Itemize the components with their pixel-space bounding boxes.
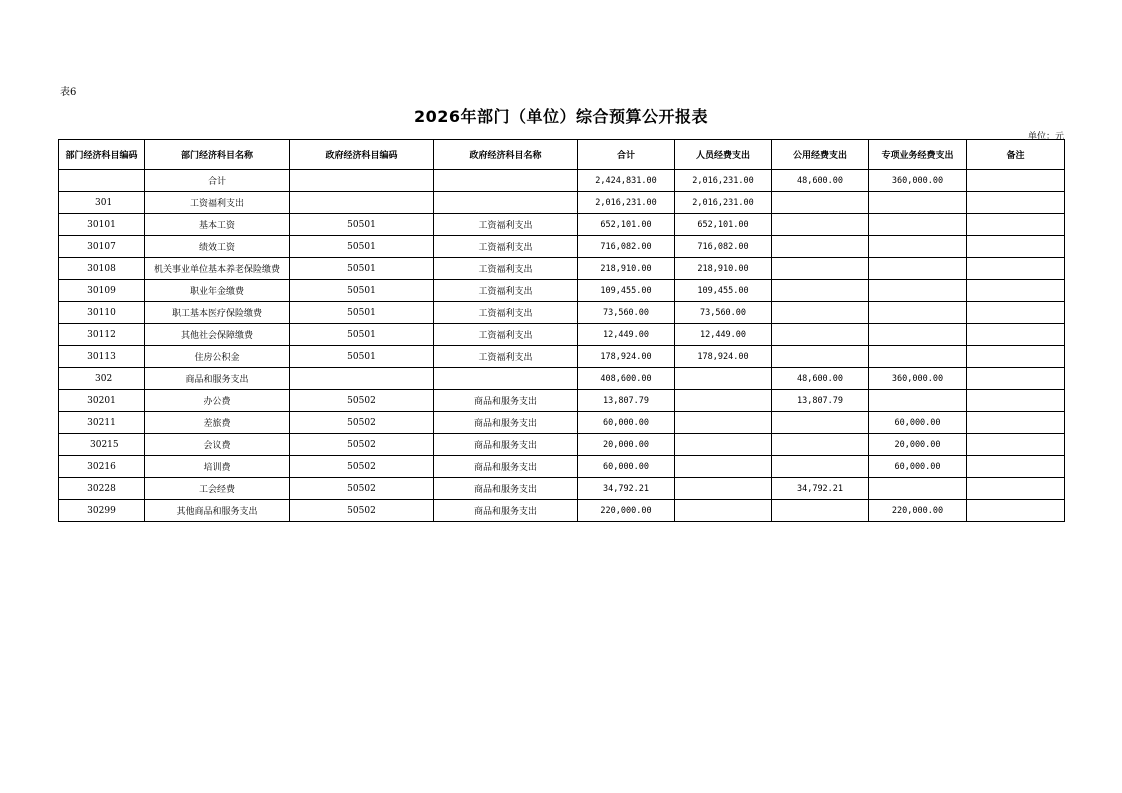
gov-name-cell: 工资福利支出 xyxy=(434,280,578,302)
note-cell xyxy=(967,368,1065,390)
table-row xyxy=(59,236,1065,258)
gov-name-cell xyxy=(434,170,578,192)
total-cell: 178,924.00 xyxy=(578,346,675,368)
dept-code-cell: 30215 xyxy=(59,434,145,456)
gov-name-cell: 商品和服务支出 xyxy=(434,434,578,456)
special-cell: 60,000.00 xyxy=(869,456,967,478)
table-row xyxy=(59,500,1065,522)
gov-name-cell: 工资福利支出 xyxy=(434,324,578,346)
gov-code-cell: 50502 xyxy=(290,500,434,522)
special-cell: 360,000.00 xyxy=(869,368,967,390)
personnel-cell xyxy=(675,390,772,412)
total-cell: 220,000.00 xyxy=(578,500,675,522)
dept-code-cell: 30216 xyxy=(59,456,145,478)
header-row xyxy=(59,140,1065,170)
public-cell xyxy=(772,214,869,236)
gov-name-cell: 商品和服务支出 xyxy=(434,390,578,412)
dept-name-cell: 合计 xyxy=(145,170,290,192)
special-cell xyxy=(869,280,967,302)
dept-name-cell: 基本工资 xyxy=(145,214,290,236)
dept-code-cell: 30113 xyxy=(59,346,145,368)
note-cell xyxy=(967,456,1065,478)
personnel-cell xyxy=(675,412,772,434)
budget-table xyxy=(58,139,1065,522)
dept-code-cell: 30107 xyxy=(59,236,145,258)
special-cell: 220,000.00 xyxy=(869,500,967,522)
gov-name-cell: 商品和服务支出 xyxy=(434,412,578,434)
gov-name-cell: 工资福利支出 xyxy=(434,236,578,258)
special-cell xyxy=(869,214,967,236)
gov-name-cell: 工资福利支出 xyxy=(434,214,578,236)
dept-name-cell: 办公费 xyxy=(145,390,290,412)
col-header-special: 专项业务经费支出 xyxy=(869,140,967,170)
note-cell xyxy=(967,280,1065,302)
dept-name-cell: 商品和服务支出 xyxy=(145,368,290,390)
public-cell xyxy=(772,324,869,346)
report-title: 2026年部门（单位）综合预算公开报表 xyxy=(413,107,709,126)
total-cell: 2,424,831.00 xyxy=(578,170,675,192)
dept-name-cell: 其他社会保障缴费 xyxy=(145,324,290,346)
dept-name-cell: 住房公积金 xyxy=(145,346,290,368)
gov-code-cell xyxy=(290,192,434,214)
special-cell: 60,000.00 xyxy=(869,412,967,434)
personnel-cell: 109,455.00 xyxy=(675,280,772,302)
note-cell xyxy=(967,390,1065,412)
gov-name-cell: 工资福利支出 xyxy=(434,346,578,368)
personnel-cell: 12,449.00 xyxy=(675,324,772,346)
note-cell xyxy=(967,302,1065,324)
col-header-personnel: 人员经费支出 xyxy=(675,140,772,170)
dept-code-cell: 30110 xyxy=(59,302,145,324)
public-cell: 48,600.00 xyxy=(772,368,869,390)
special-cell xyxy=(869,390,967,412)
personnel-cell: 178,924.00 xyxy=(675,346,772,368)
total-cell: 13,807.79 xyxy=(578,390,675,412)
table-row xyxy=(59,368,1065,390)
total-cell: 60,000.00 xyxy=(578,412,675,434)
special-cell: 20,000.00 xyxy=(869,434,967,456)
total-cell: 12,449.00 xyxy=(578,324,675,346)
public-cell xyxy=(772,192,869,214)
dept-code-cell: 30211 xyxy=(59,412,145,434)
gov-code-cell: 50501 xyxy=(290,302,434,324)
gov-name-cell: 商品和服务支出 xyxy=(434,500,578,522)
dept-name-cell: 会议费 xyxy=(145,434,290,456)
dept-code-cell: 302 xyxy=(59,368,145,390)
public-cell: 34,792.21 xyxy=(772,478,869,500)
special-cell xyxy=(869,258,967,280)
col-header-gov-code: 政府经济科目编码 xyxy=(290,140,434,170)
gov-code-cell: 50502 xyxy=(290,390,434,412)
gov-code-cell xyxy=(290,170,434,192)
gov-name-cell: 商品和服务支出 xyxy=(434,456,578,478)
note-cell xyxy=(967,236,1065,258)
gov-code-cell: 50502 xyxy=(290,434,434,456)
note-cell xyxy=(967,500,1065,522)
public-cell xyxy=(772,302,869,324)
note-cell xyxy=(967,258,1065,280)
public-cell xyxy=(772,346,869,368)
table-row xyxy=(59,390,1065,412)
total-cell: 218,910.00 xyxy=(578,258,675,280)
col-header-dept-code: 部门经济科目编码 xyxy=(59,140,145,170)
total-cell: 34,792.21 xyxy=(578,478,675,500)
table-row xyxy=(59,280,1065,302)
dept-code-cell: 30228 xyxy=(59,478,145,500)
gov-code-cell xyxy=(290,368,434,390)
total-cell: 652,101.00 xyxy=(578,214,675,236)
note-cell xyxy=(967,478,1065,500)
total-cell: 716,082.00 xyxy=(578,236,675,258)
personnel-cell: 2,016,231.00 xyxy=(675,192,772,214)
gov-code-cell: 50501 xyxy=(290,324,434,346)
dept-code-cell: 30109 xyxy=(59,280,145,302)
gov-code-cell: 50502 xyxy=(290,412,434,434)
col-header-note: 备注 xyxy=(967,140,1065,170)
dept-name-cell: 职工基本医疗保险缴费 xyxy=(145,302,290,324)
note-cell xyxy=(967,324,1065,346)
public-cell xyxy=(772,258,869,280)
dept-code-cell: 30299 xyxy=(59,500,145,522)
gov-name-cell: 工资福利支出 xyxy=(434,258,578,280)
table-row xyxy=(59,170,1065,192)
public-cell xyxy=(772,236,869,258)
dept-code-cell: 30108 xyxy=(59,258,145,280)
note-cell xyxy=(967,434,1065,456)
table-row xyxy=(59,214,1065,236)
personnel-cell: 218,910.00 xyxy=(675,258,772,280)
dept-name-cell: 机关事业单位基本养老保险缴费 xyxy=(145,258,290,280)
gov-code-cell: 50502 xyxy=(290,456,434,478)
gov-name-cell: 工资福利支出 xyxy=(434,302,578,324)
dept-name-cell: 培训费 xyxy=(145,456,290,478)
gov-code-cell: 50501 xyxy=(290,258,434,280)
gov-code-cell: 50501 xyxy=(290,280,434,302)
table-body xyxy=(59,170,1065,522)
note-cell xyxy=(967,214,1065,236)
note-cell xyxy=(967,412,1065,434)
dept-name-cell: 差旅费 xyxy=(145,412,290,434)
sheet-number: 表6 xyxy=(60,87,77,98)
table-row xyxy=(59,456,1065,478)
personnel-cell: 2,016,231.00 xyxy=(675,170,772,192)
special-cell xyxy=(869,478,967,500)
public-cell xyxy=(772,280,869,302)
personnel-cell xyxy=(675,434,772,456)
public-cell xyxy=(772,500,869,522)
special-cell xyxy=(869,346,967,368)
dept-name-cell: 工会经费 xyxy=(145,478,290,500)
table-row xyxy=(59,192,1065,214)
note-cell xyxy=(967,192,1065,214)
personnel-cell xyxy=(675,368,772,390)
col-header-gov-name: 政府经济科目名称 xyxy=(434,140,578,170)
total-cell: 20,000.00 xyxy=(578,434,675,456)
note-cell xyxy=(967,170,1065,192)
personnel-cell xyxy=(675,500,772,522)
special-cell xyxy=(869,324,967,346)
note-cell xyxy=(967,346,1065,368)
dept-code-cell xyxy=(59,170,145,192)
gov-code-cell: 50501 xyxy=(290,346,434,368)
public-cell: 48,600.00 xyxy=(772,170,869,192)
dept-name-cell: 其他商品和服务支出 xyxy=(145,500,290,522)
gov-code-cell: 50502 xyxy=(290,478,434,500)
col-header-dept-name: 部门经济科目名称 xyxy=(145,140,290,170)
special-cell xyxy=(869,192,967,214)
dept-name-cell: 工资福利支出 xyxy=(145,192,290,214)
table-row xyxy=(59,302,1065,324)
total-cell: 408,600.00 xyxy=(578,368,675,390)
gov-name-cell xyxy=(434,368,578,390)
table-row xyxy=(59,324,1065,346)
col-header-total: 合计 xyxy=(578,140,675,170)
table-row xyxy=(59,346,1065,368)
table-row xyxy=(59,412,1065,434)
gov-name-cell: 商品和服务支出 xyxy=(434,478,578,500)
total-cell: 73,560.00 xyxy=(578,302,675,324)
gov-code-cell: 50501 xyxy=(290,236,434,258)
public-cell: 13,807.79 xyxy=(772,390,869,412)
personnel-cell xyxy=(675,456,772,478)
total-cell: 109,455.00 xyxy=(578,280,675,302)
col-header-public: 公用经费支出 xyxy=(772,140,869,170)
table-row xyxy=(59,434,1065,456)
dept-code-cell: 30101 xyxy=(59,214,145,236)
personnel-cell xyxy=(675,478,772,500)
total-cell: 60,000.00 xyxy=(578,456,675,478)
gov-code-cell: 50501 xyxy=(290,214,434,236)
public-cell xyxy=(772,434,869,456)
special-cell xyxy=(869,302,967,324)
dept-code-cell: 30201 xyxy=(59,390,145,412)
dept-code-cell: 301 xyxy=(59,192,145,214)
personnel-cell: 716,082.00 xyxy=(675,236,772,258)
public-cell xyxy=(772,456,869,478)
public-cell xyxy=(772,412,869,434)
dept-code-cell: 30112 xyxy=(59,324,145,346)
dept-name-cell: 绩效工资 xyxy=(145,236,290,258)
personnel-cell: 73,560.00 xyxy=(675,302,772,324)
table-row xyxy=(59,478,1065,500)
special-cell xyxy=(869,236,967,258)
table-row xyxy=(59,258,1065,280)
total-cell: 2,016,231.00 xyxy=(578,192,675,214)
special-cell: 360,000.00 xyxy=(869,170,967,192)
personnel-cell: 652,101.00 xyxy=(675,214,772,236)
gov-name-cell xyxy=(434,192,578,214)
unit-label: 单位：元 xyxy=(1027,132,1064,142)
dept-name-cell: 职业年金缴费 xyxy=(145,280,290,302)
